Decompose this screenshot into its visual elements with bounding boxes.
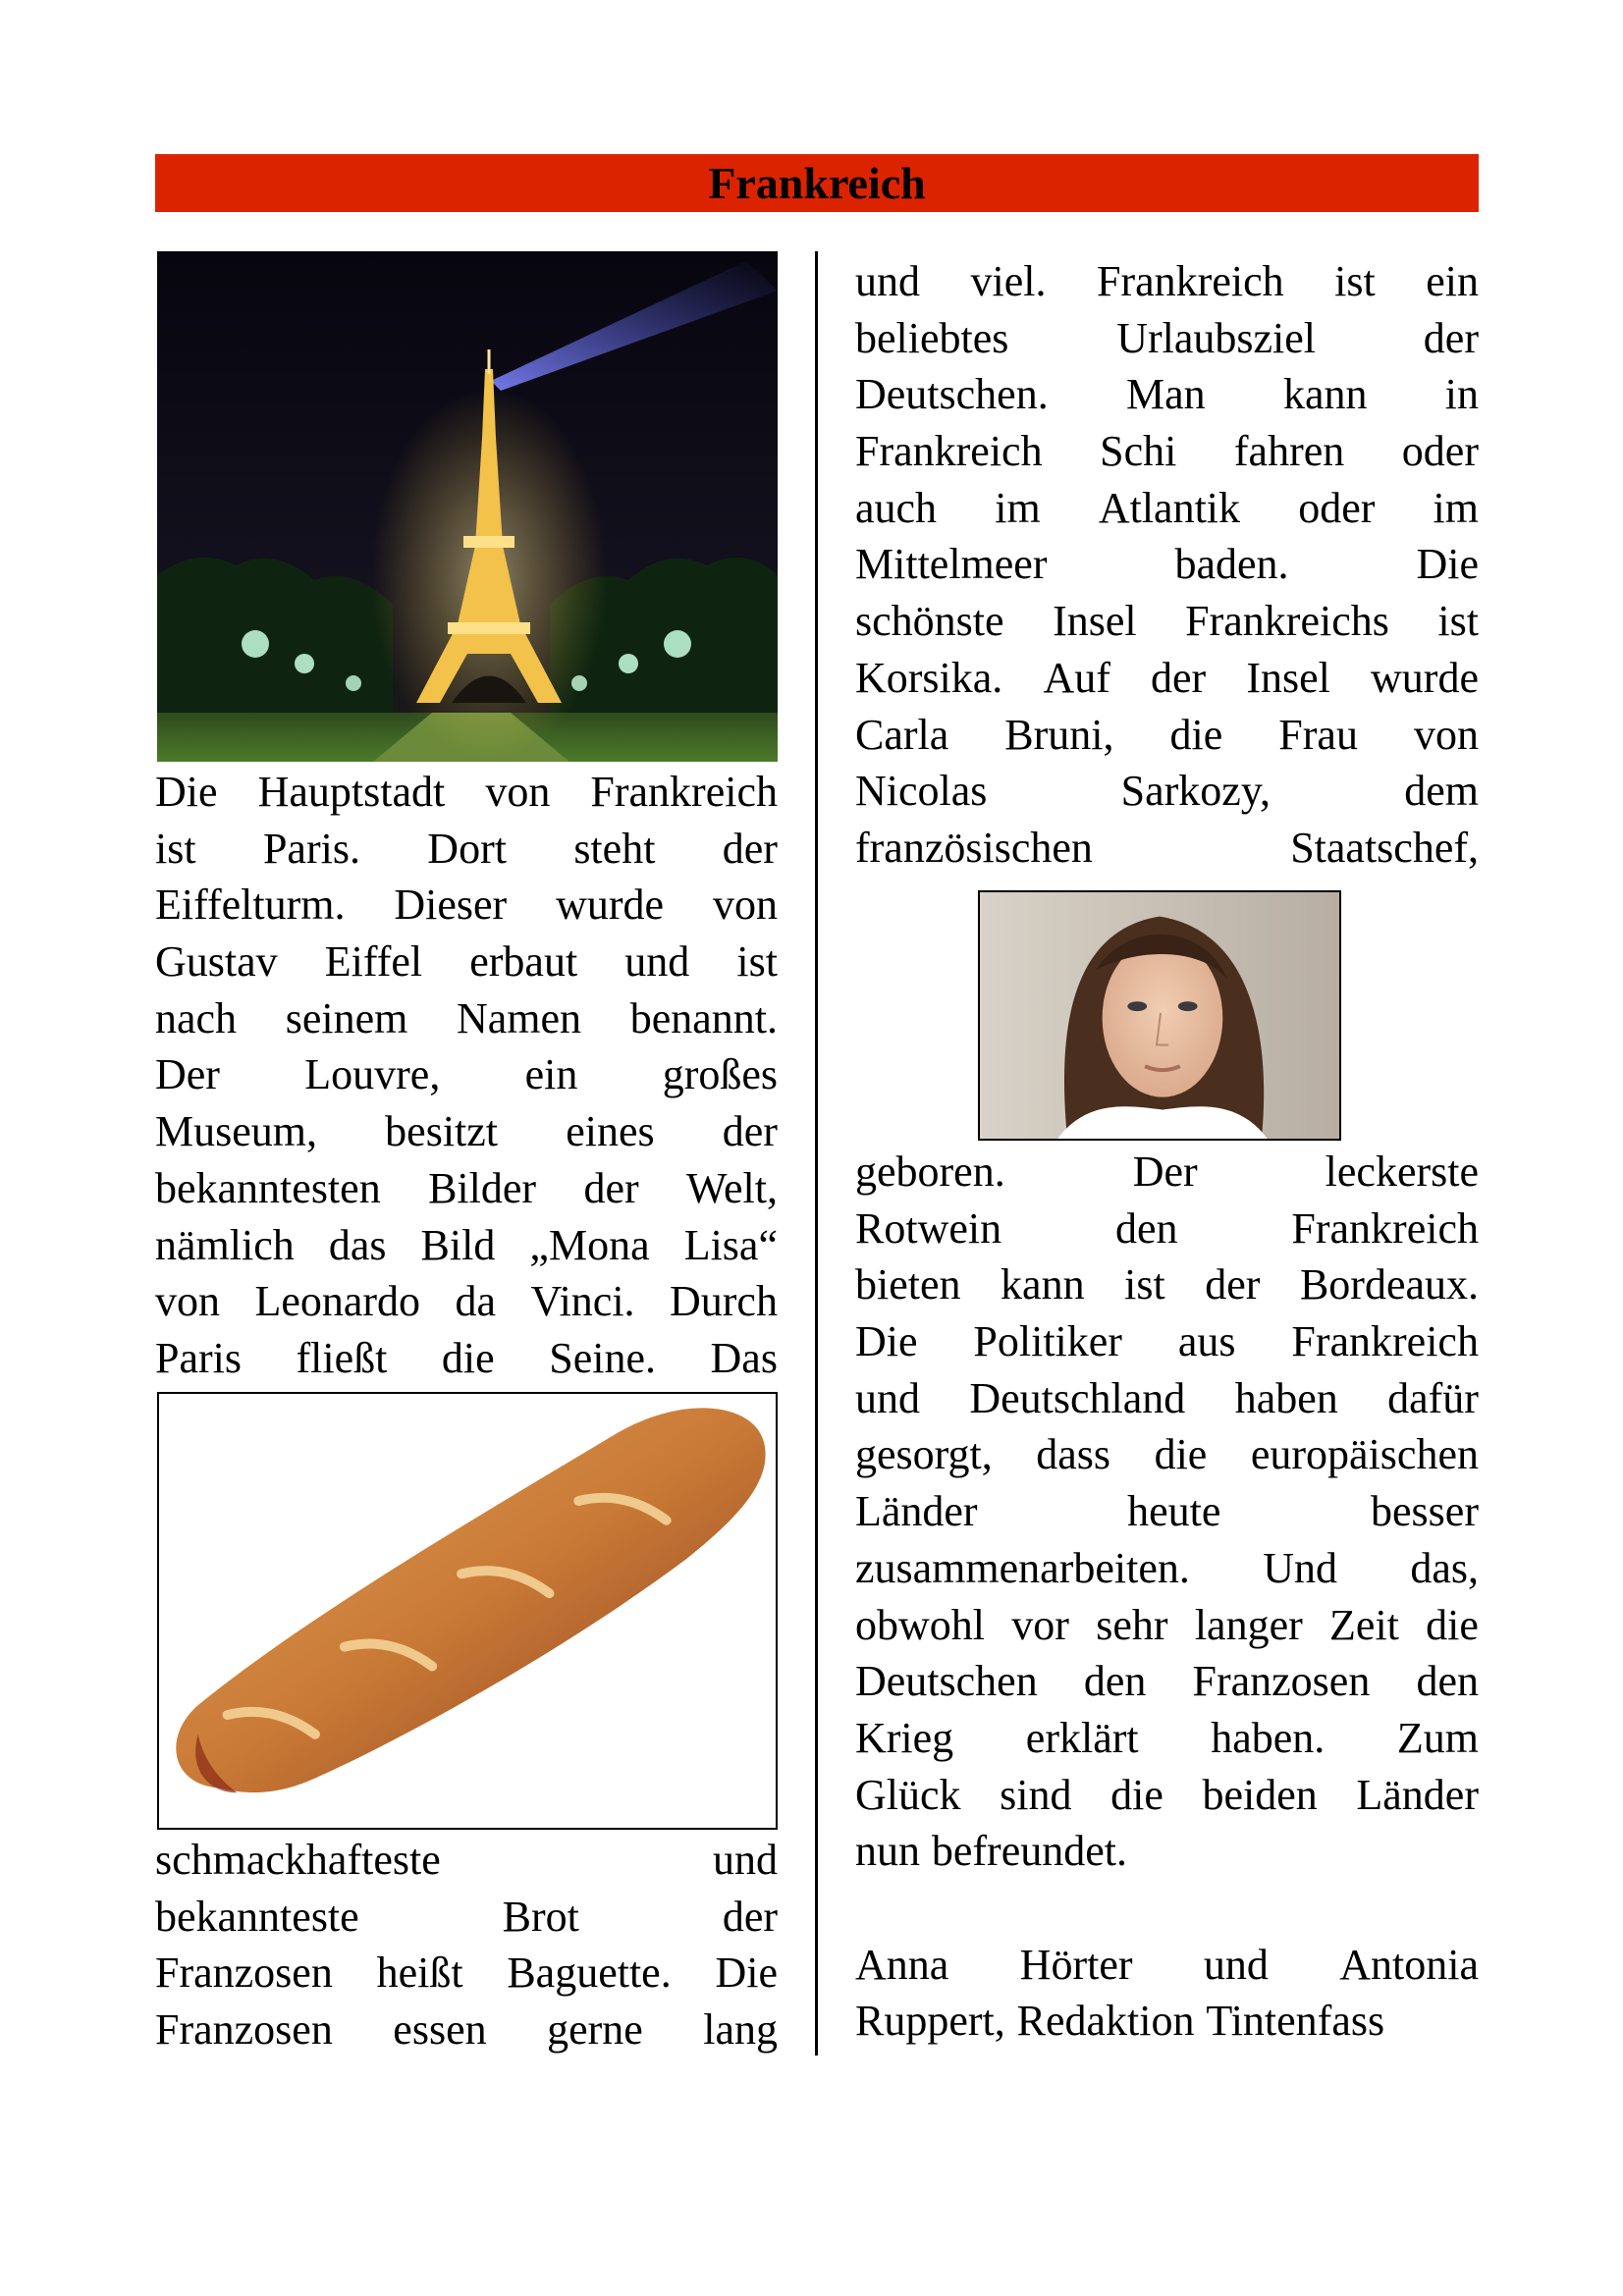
- text-line: [855, 253, 1479, 310]
- word: Rotwein: [855, 1203, 1002, 1253]
- word: haben.: [1211, 1713, 1325, 1762]
- word: im: [1433, 483, 1479, 532]
- word: Bilder: [428, 1163, 537, 1212]
- word: das: [328, 1220, 387, 1269]
- word: die: [1154, 1430, 1208, 1479]
- word: von: [713, 881, 778, 930]
- word: bekanntesten: [155, 1163, 381, 1212]
- word: Die: [155, 768, 218, 816]
- word: Länder: [855, 1487, 978, 1536]
- word: Mittelmeer: [855, 540, 1048, 589]
- word: in: [1444, 370, 1479, 419]
- article-right-top: [855, 253, 1479, 877]
- word: schönste: [855, 597, 1004, 646]
- word: Franzosen: [155, 1949, 333, 1998]
- word: baden.: [1174, 540, 1289, 589]
- word: Die: [855, 1317, 918, 1366]
- word: Frankreich: [590, 768, 778, 816]
- word: der: [1151, 653, 1207, 702]
- word: Frankreich: [855, 427, 1043, 476]
- word: schmackhafteste: [155, 1836, 441, 1884]
- word: Nicolas: [855, 767, 988, 816]
- text-line: [855, 1710, 1479, 1767]
- word: sind: [1000, 1770, 1072, 1819]
- text-line: [855, 1426, 1479, 1483]
- word: gesorgt,: [855, 1430, 993, 1479]
- word: viel.: [970, 257, 1047, 305]
- word: Anna: [855, 1940, 949, 1989]
- word: dem: [1404, 767, 1479, 816]
- word: ist: [1437, 597, 1479, 646]
- word: „Mona: [529, 1220, 650, 1269]
- word: Korsika.: [855, 653, 1003, 702]
- word: Krieg: [855, 1713, 954, 1762]
- word: ein: [1426, 257, 1479, 305]
- text-line: [855, 1144, 1479, 1201]
- word: Eiffel: [324, 937, 423, 987]
- word: Lisa“: [683, 1220, 778, 1269]
- word: Paris.: [262, 824, 360, 873]
- word: obwohl: [855, 1600, 985, 1649]
- word: erbaut: [469, 937, 578, 987]
- text-line: [855, 763, 1479, 820]
- word: im: [995, 483, 1041, 532]
- text-line: [855, 707, 1479, 764]
- text-line: [855, 480, 1479, 537]
- word: Seine.: [549, 1333, 656, 1382]
- word: Frau: [1278, 710, 1358, 759]
- word: Zum: [1396, 1713, 1479, 1762]
- text-line: [155, 1217, 778, 1274]
- text-line: [855, 310, 1479, 367]
- text-line: [155, 1945, 778, 2002]
- word: befreundet.: [931, 1827, 1127, 1876]
- text-line: [855, 1653, 1479, 1710]
- word: gerne: [547, 2005, 643, 2055]
- word: der: [722, 824, 778, 873]
- word: den: [1416, 1657, 1479, 1706]
- word: Hörter: [1019, 1940, 1133, 1989]
- article-left-top: [155, 764, 778, 1387]
- text-line: [855, 1823, 1479, 1880]
- word: nämlich: [155, 1220, 295, 1269]
- word: Welt,: [686, 1163, 778, 1212]
- word: Brot: [502, 1892, 579, 1941]
- word: der: [722, 1892, 778, 1941]
- word: Insel: [1053, 597, 1137, 646]
- word: Deutschland: [969, 1373, 1186, 1422]
- word: Louvre,: [304, 1050, 441, 1099]
- text-line: [855, 1597, 1479, 1654]
- word: beiden: [1202, 1770, 1318, 1819]
- word: der: [1423, 313, 1479, 362]
- word: vor: [1011, 1600, 1069, 1649]
- text-line: [155, 1273, 778, 1330]
- word: von: [1413, 710, 1479, 759]
- word: und: [713, 1836, 778, 1884]
- word: sehr: [1096, 1600, 1168, 1649]
- text-line: [155, 1160, 778, 1217]
- word: Bruni,: [1004, 710, 1114, 759]
- word: besitzt: [385, 1107, 499, 1156]
- word: ist: [1124, 1260, 1165, 1309]
- word: Dieser: [394, 881, 508, 930]
- word: da: [455, 1277, 496, 1326]
- word: Deutschen.: [855, 370, 1049, 419]
- text-line: [855, 593, 1479, 650]
- word: Museum,: [155, 1107, 317, 1156]
- word: Leonardo: [254, 1277, 421, 1326]
- text-line: [855, 1313, 1479, 1370]
- word: haben: [1234, 1373, 1338, 1422]
- word: Dort: [427, 824, 507, 873]
- portrait-photo: [978, 890, 1341, 1141]
- word: und: [1203, 1940, 1269, 1989]
- word: besser: [1371, 1487, 1479, 1536]
- word: Redaktion: [1016, 1997, 1195, 2046]
- word: dass: [1036, 1430, 1111, 1479]
- word: von: [485, 768, 551, 816]
- word: Bordeaux.: [1299, 1260, 1479, 1309]
- article-left-bottom: [155, 1832, 778, 2058]
- text-line: [855, 536, 1479, 593]
- word: Namen: [456, 993, 582, 1042]
- text-line: [855, 1483, 1479, 1540]
- word: Ruppert,: [855, 1997, 1005, 2046]
- word: den: [1114, 1203, 1178, 1253]
- word: Frankreich: [1291, 1203, 1479, 1253]
- word: den: [1083, 1657, 1147, 1706]
- word: oder: [1298, 483, 1376, 532]
- text-line: [855, 1767, 1479, 1824]
- word: die: [1426, 1600, 1479, 1649]
- word: fließt: [296, 1333, 388, 1382]
- word: erklärt: [1025, 1713, 1139, 1762]
- word: Auf: [1043, 653, 1110, 702]
- word: Frankreich: [1291, 1317, 1479, 1366]
- word: aus: [1177, 1317, 1236, 1366]
- text-line: [155, 1832, 778, 1889]
- word: ein: [524, 1050, 578, 1099]
- word: Frankreich: [1097, 257, 1284, 305]
- word: Vinci.: [530, 1277, 635, 1326]
- text-line: [855, 820, 1479, 877]
- word: heißt: [376, 1949, 463, 1998]
- word: Das: [710, 1333, 778, 1382]
- word: Urlaubsziel: [1116, 313, 1316, 362]
- word: Man: [1126, 370, 1206, 419]
- word: und: [855, 1373, 920, 1422]
- word: Sarkozy,: [1120, 767, 1271, 816]
- word: zusammenarbeiten.: [855, 1543, 1190, 1592]
- word: Carla: [855, 710, 949, 759]
- text-line: [155, 1330, 778, 1387]
- text-line: [855, 1993, 1479, 2050]
- word: leckerste: [1325, 1148, 1479, 1196]
- word: Staatschef,: [1290, 823, 1479, 872]
- word: bieten: [855, 1260, 961, 1309]
- word: nun: [855, 1827, 920, 1876]
- word: Politiker: [973, 1317, 1122, 1366]
- title-bar: [155, 154, 1479, 212]
- word: Der: [1132, 1148, 1198, 1196]
- text-line: [155, 1046, 778, 1103]
- text-line: [155, 764, 778, 821]
- text-line: [855, 1201, 1479, 1257]
- word: Länder: [1356, 1770, 1479, 1819]
- text-line: [155, 990, 778, 1047]
- text-line: [155, 821, 778, 878]
- word: ist: [1334, 257, 1376, 305]
- word: lang: [703, 2005, 778, 2055]
- word: Hauptstadt: [257, 768, 446, 816]
- word: kann: [1001, 1260, 1085, 1309]
- text-line: [855, 366, 1479, 423]
- word: steht: [573, 824, 656, 873]
- word: Durch: [670, 1277, 778, 1326]
- word: beliebtes: [855, 313, 1009, 362]
- word: und: [624, 937, 690, 987]
- word: eines: [566, 1107, 655, 1156]
- text-line: [855, 1880, 1479, 1937]
- word: französischen: [855, 823, 1093, 872]
- word: Insel: [1246, 653, 1330, 702]
- word: Franzosen: [1192, 1657, 1371, 1706]
- text-line: [155, 1103, 778, 1160]
- word: großes: [662, 1050, 778, 1099]
- word: ist: [736, 937, 778, 987]
- word: die: [1169, 710, 1223, 759]
- word: wurde: [1371, 653, 1479, 702]
- word: die: [1110, 1770, 1163, 1819]
- word: Baguette.: [507, 1949, 672, 1998]
- word: der: [583, 1163, 639, 1212]
- text-line: [855, 1370, 1479, 1427]
- word: Frankreichs: [1185, 597, 1389, 646]
- eiffel-tower-photo: [157, 251, 778, 762]
- word: ist: [155, 824, 196, 873]
- word: Die: [1416, 540, 1479, 589]
- word: Eiffelturm.: [155, 881, 346, 930]
- word: Und: [1263, 1543, 1337, 1592]
- column-divider: [815, 251, 818, 2056]
- word: auch: [855, 483, 938, 532]
- text-line: [155, 877, 778, 934]
- word: fahren: [1233, 427, 1345, 476]
- word: Gustav: [155, 937, 278, 987]
- page-title: Frankreich: [708, 157, 926, 208]
- word: Paris: [155, 1333, 242, 1382]
- word: oder: [1401, 427, 1479, 476]
- baguette-photo: [157, 1392, 778, 1830]
- word: Atlantik: [1098, 483, 1241, 532]
- word: essen: [393, 2005, 487, 2055]
- word: Antonia: [1339, 1940, 1479, 1989]
- word: Tintenfass: [1206, 1997, 1385, 2046]
- word: kann: [1282, 370, 1368, 419]
- word: geboren.: [855, 1148, 1005, 1196]
- text-line: [155, 1889, 778, 1946]
- word: und: [855, 257, 920, 305]
- word: der: [1205, 1260, 1261, 1309]
- word: Franzosen: [155, 2005, 333, 2055]
- word: Glück: [855, 1770, 961, 1819]
- word: heute: [1127, 1487, 1221, 1536]
- text-line: [855, 1540, 1479, 1597]
- word: seinem: [285, 993, 408, 1042]
- word: langer: [1194, 1600, 1303, 1649]
- text-line: [855, 423, 1479, 480]
- text-line: [155, 934, 778, 990]
- word: von: [155, 1277, 220, 1326]
- word: nach: [155, 993, 238, 1042]
- word: Zeit: [1329, 1600, 1399, 1649]
- word: Bild: [420, 1220, 496, 1269]
- word: die: [441, 1333, 495, 1382]
- word: der: [722, 1107, 778, 1156]
- word: das,: [1410, 1543, 1479, 1592]
- text-line: [155, 2002, 778, 2058]
- word: Der: [155, 1050, 220, 1099]
- word: dafür: [1387, 1373, 1479, 1422]
- word: Schi: [1100, 427, 1177, 476]
- word: Die: [715, 1949, 778, 1998]
- text-line: [855, 1256, 1479, 1313]
- word: benannt.: [629, 993, 778, 1042]
- article-right-bottom: [855, 1144, 1479, 2050]
- text-line: [855, 1937, 1479, 1994]
- word: wurde: [556, 881, 665, 930]
- word: bekannteste: [155, 1892, 359, 1941]
- word: Deutschen: [855, 1657, 1038, 1706]
- word: europäischen: [1250, 1430, 1479, 1479]
- text-line: [855, 650, 1479, 707]
